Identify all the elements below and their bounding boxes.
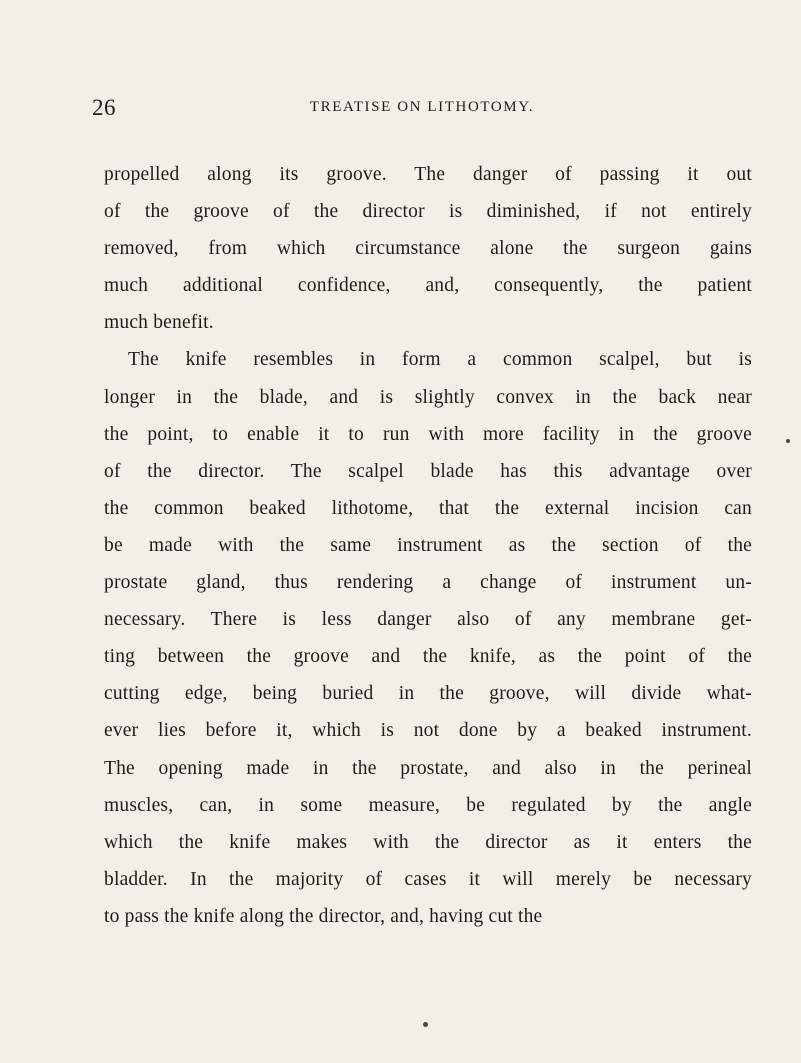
text-line: the common beaked lithotome, that the external incision can [104, 497, 752, 519]
text-line: ting between the groove and the knife, as the point of the [104, 646, 752, 668]
text-line: bladder. In the majority of cases it will merely be necessary [104, 868, 752, 890]
text-line: much benefit. [104, 312, 214, 334]
paper-speck [423, 1022, 428, 1027]
text-line: the point, to enable it to run with more facility in the groove [104, 423, 752, 445]
text-line: The opening made in the prostate, and also in the perineal [104, 757, 752, 779]
text-line: muscles, can, in some measure, be regulated by the angle [104, 794, 752, 816]
paper-speck [786, 439, 790, 443]
body-text [104, 156, 752, 935]
text-line: much additional confidence, and, consequently, the patient [104, 275, 752, 297]
text-line: prostate gland, thus rendering a change of instrument un- [104, 572, 752, 594]
text-line: longer in the blade, and is slightly convex in the back near [104, 386, 752, 408]
text-line: to pass the knife along the director, and, having cut the [104, 905, 543, 927]
page-header [92, 95, 752, 125]
text-line: of the groove of the director is diminished, if not entirely [104, 201, 752, 223]
text-line: of the director. The scalpel blade has this advantage over [104, 460, 752, 482]
text-line: The knife resembles in form a common scalpel, but is [128, 349, 752, 371]
text-line: cutting edge, being buried in the groove, will divide what- [104, 683, 752, 705]
running-head: TREATISE ON LITHOTOMY. [309, 99, 535, 115]
text-line: necessary. There is less danger also of any membrane get- [104, 609, 752, 631]
text-line: removed, from which circumstance alone the surgeon gains [104, 238, 752, 260]
text-line: propelled along its groove. The danger of passing it out [104, 164, 752, 185]
text-line: which the knife makes with the director as it enters the [104, 831, 752, 853]
text-line: be made with the same instrument as the section of the [104, 534, 752, 556]
page-number: 26 [92, 95, 116, 120]
text-line: ever lies before it, which is not done by a beaked instrument. [104, 720, 752, 742]
